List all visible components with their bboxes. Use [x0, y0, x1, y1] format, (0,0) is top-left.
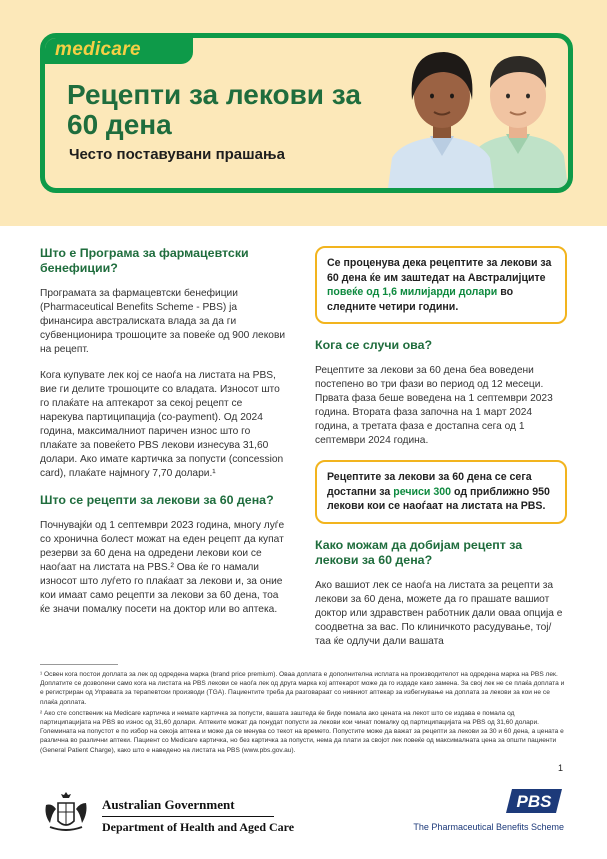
section-heading-when: Кога се случи ова?: [315, 338, 433, 352]
person-left-illustration: [388, 52, 494, 188]
page-subtitle: Често поставувани прашања: [69, 146, 285, 163]
medicare-logo: medicare: [55, 39, 141, 60]
australian-government-text: Australian Government: [102, 797, 235, 812]
footnote-2: ² Ако сте сопственик на Medicare картичка и немате картичка за попусти, вашата заштеда ќе биде помала ако цената на лекот што се издава е помала од партиципацијата на PBS во износ од 31,60 долари. Аптеките можат да понудат попусти за лекови кои чинат помалку од партиципацијата на PBS од 31,60 долари. Големината на попустот е по избор на секоја аптека и може да се менува со текот на времето. Попустите може да важат за рецепти за лекови за 30 и 60 дена, а цената е различна во различни аптеки. Пациент со Medicare картичка, но без картичка за попусти, нема да плати за својот лек повеќе од максималната цена за општи пациенти (General Patient Charge), како што е наведено на листата на PBS (www.pbs.gov.au).: [40, 709, 564, 754]
callout-savings: [315, 246, 567, 324]
callout-savings-end: во следните четири години.: [327, 286, 514, 313]
page-title: Рецепти за лекови за 60 дена: [67, 79, 361, 140]
footer: [0, 785, 607, 859]
section-heading-60day: Што се рецепти за лекови за 60 дена?: [40, 493, 274, 507]
brand-tab: [45, 38, 193, 64]
paragraph-pbs-costs: Кога купувате лек кој се наоѓа на листата на PBS, вие ги делите трошоците со владата. Износот што го плаќате на аптекарот за секој рецепт се нарекува партиципација (co-payment). Од 2024 година, максималниот паричен износ што го плаќате за повеќето PBS лекови изнесува 31,60 долари. Ако имате картичка за попусти (concession card), плаќате најмногу 7,70 долари.¹: [40, 370, 284, 479]
footnote-1: ¹ Освен кога постои доплата за лек од одредена марка (brand price premium). Оваа доплата е дополнителна исплата на производителот на одредена марка на PBS лек. Доплатите се дозволени само кога на листата на PBS лекови се наоѓа лек од друга марка кој аптекарот може да го издаде како замена. За свој лек не се плаќа доплата и е регистриран од Управата за терапевтски производи (TGA). Пациентите треба да разговараат со нивниот аптекар за избегнување на доплата за лекови за кои не се плаќа доплата.: [40, 671, 565, 706]
government-divider: [102, 816, 274, 817]
callout-availability-highlight: речиси 300: [393, 485, 452, 498]
footnote-divider: [40, 664, 118, 665]
pbs-logo-text: PBS: [516, 792, 552, 811]
right-column: [315, 246, 567, 661]
left-column: [40, 246, 288, 629]
paragraph-how: Ако вашиот лек се наоѓа на листата за рецепти за лекови за 60 дена, можете да го прашате вашиот доктор или здравствен работник дали оваа опција е соодветна за вас. По клиничкото расудување, тој/таа ќе одлучи дали вашата: [315, 579, 563, 647]
callout-availability-end: од приближно 950 лекови кои се наоѓаат на листата на PBS.: [327, 485, 550, 512]
header-banner: [0, 0, 607, 226]
coat-of-arms-icon: [40, 791, 92, 837]
callout-availability: [315, 460, 567, 524]
header-card: [40, 33, 573, 193]
section-heading-how: Како можам да добијам рецепт за лекови за 60 дена?: [315, 537, 523, 567]
footnotes: [40, 670, 567, 757]
callout-availability-text: Рецептите за лекови за 60 дена се сега достапни за: [327, 471, 532, 498]
paragraph-when: Рецептите за лекови за 60 дена беа воведени постепено во три фази во период од 12 месеци. Првата фаза беше воведена на 1 септември 2023 година. Втората фаза започна на 1 март 2024 година, а третата фаза е достапна сега од 1 септември 2024 година.: [315, 365, 553, 446]
callout-savings-highlight: повеќе од 1,6 милијарди долари: [327, 286, 498, 298]
section-heading-pbs: Што е Програма за фармацевтски бенефиции?: [40, 246, 249, 275]
pbs-logo: [504, 787, 564, 815]
callout-savings-text: Се проценува дека рецептите за лекови за 60 дена ќе им заштедат на Австралијците: [327, 257, 552, 284]
pbs-caption: The Pharmaceutical Benefits Scheme: [413, 822, 564, 832]
paragraph-60day: Почнувајќи од 1 септември 2023 година, многу луѓе со хронична болест можат на еден рецепт да купат резерви за 60 дена на одредени лекови кои се наоѓаат на листата на PBS.² Ова ќе го намали износот што луѓето го плаќаат за лекови и, за оние кои имаат само рецепти за лекови за 60 дена, тоа ќе значи помалку посети на доктор или во аптека.: [40, 520, 285, 615]
paragraph-pbs-intro: Програмата за фармацевтски бенефиции (Pharmaceutical Benefits Scheme - PBS) ја финансира австралиската влада за да ги субвенционира трошоците за повеќе од 900 лекови на рецепт.: [40, 288, 286, 355]
page-number: 1: [557, 763, 563, 773]
people-illustration: [368, 38, 568, 188]
department-text: Department of Health and Aged Care: [102, 820, 295, 834]
